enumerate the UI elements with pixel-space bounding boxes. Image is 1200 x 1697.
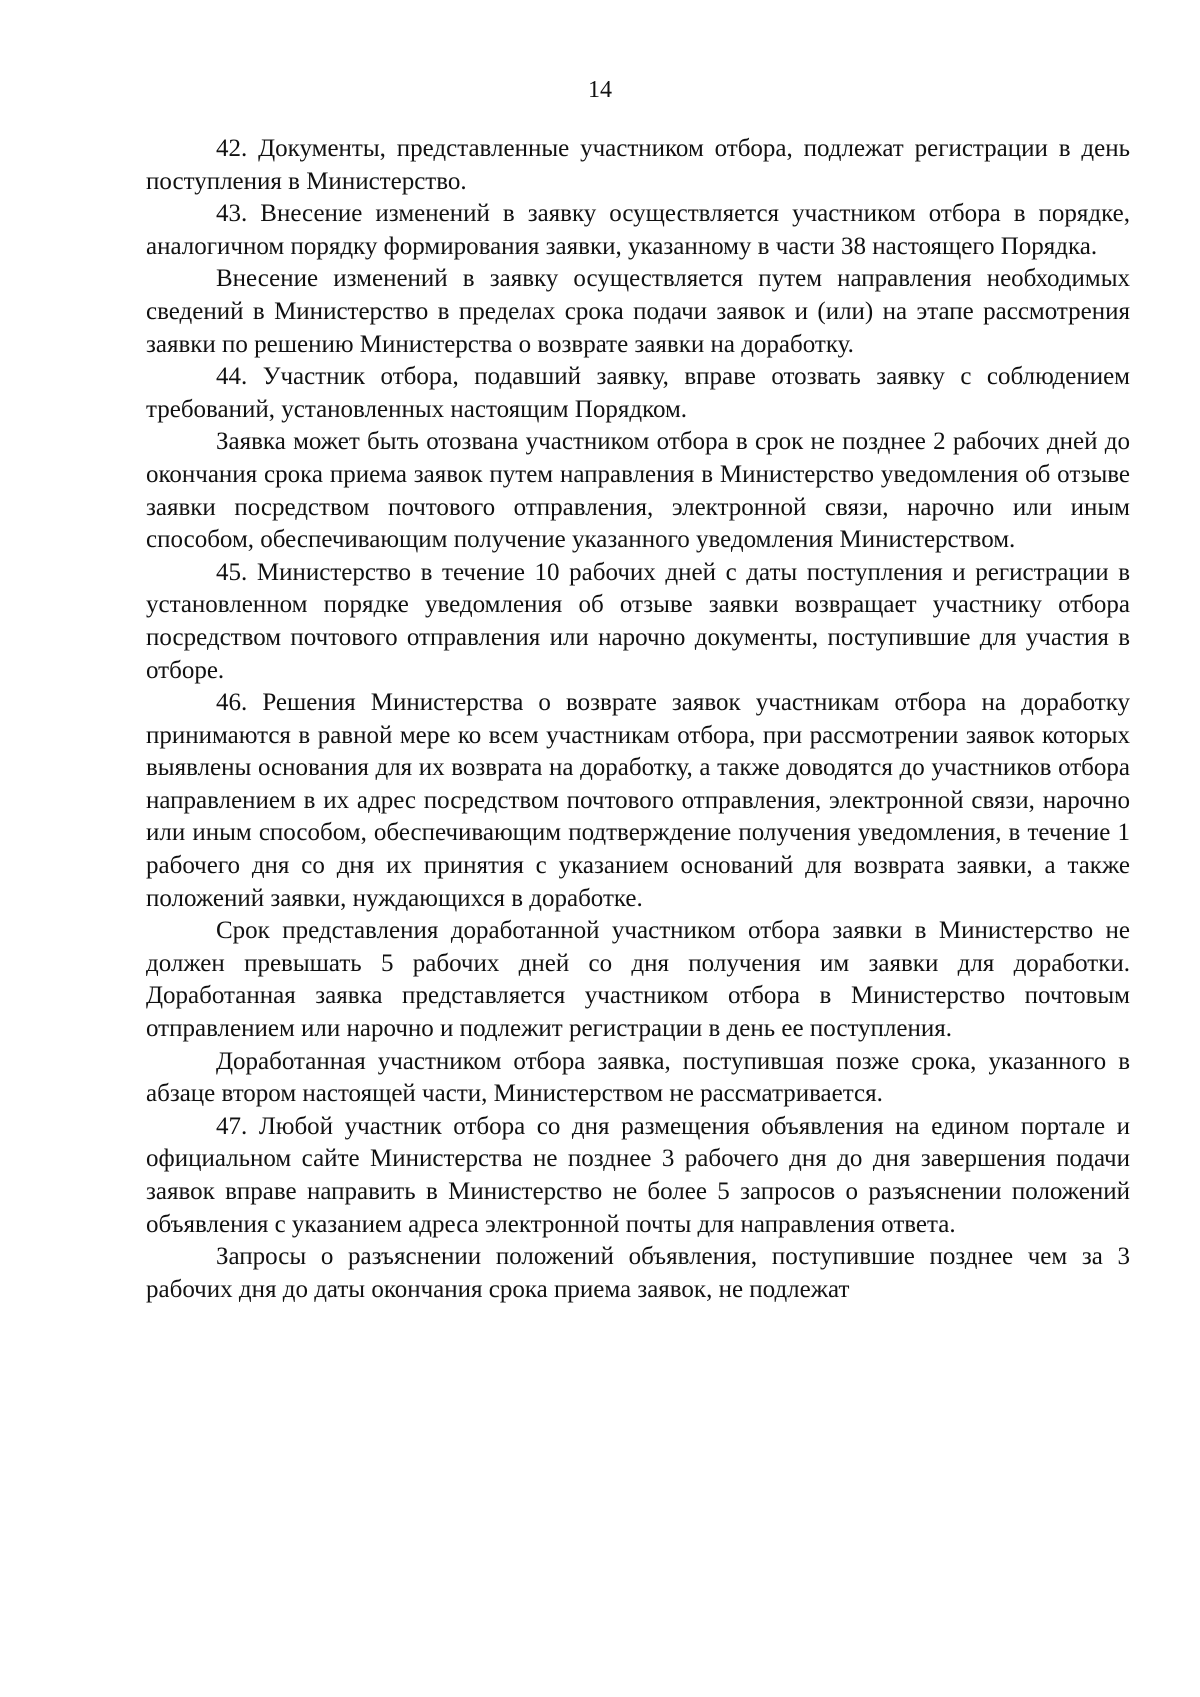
paragraph-46-second: Срок представления доработанной участником отбора заявки в Министерство не должен превышать 5 рабочих дней со дня получения им заявки для доработки. Доработанная заявка представляется участником отбора в Министерство почтовым отправлением или нарочно и подлежит регистрации в день ее поступления.	[146, 917, 1130, 1043]
paragraph-44-second: Заявка может быть отозвана участником отбора в срок не позднее 2 рабочих дней до окончания срока приема заявок путем направления в Министерство уведомления об отзыве заявки посредством почтового отправления, электронной связи, нарочно или иным способом, обеспечивающим получение указанного уведомления Министерством.	[146, 428, 1130, 554]
paragraph-43-second: Внесение изменений в заявку осуществляется путем направления необходимых сведений в Министерство в пределах срока подачи заявок и (или) на этапе рассмотрения заявки по решению Министерства о возврате заявки на доработку.	[146, 265, 1130, 358]
paragraph-44: 44. Участник отбора, подавший заявку, вправе отозвать заявку с соблюдением требований, установленных настоящим Порядком.	[146, 363, 1130, 423]
paragraph-47-second: Запросы о разъяснении положений объявления, поступившие позднее чем за 3 рабочих дня до даты окончания срока приема заявок, не подлежат	[146, 1243, 1130, 1303]
paragraph-46: 46. Решения Министерства о возврате заявок участникам отбора на доработку принимаются в равной мере ко всем участникам отбора, при рассмотрении заявок которых выявлены основания для их возврата на доработку, а также доводятся до участников отбора направлением в их адрес посредством почтового отправления, электронной связи, нарочно или иным способом, обеспечивающим подтверждение получения уведомления, в течение 1 рабочего дня со дня их принятия с указанием оснований для возврата заявки, а также положений заявки, нуждающихся в доработке.	[146, 689, 1130, 912]
paragraph-46-third: Доработанная участником отбора заявка, поступившая позже срока, указанного в абзаце втором настоящей части, Министерством не рассматривается.	[146, 1047, 1130, 1108]
paragraph-42: 42. Документы, представленные участником отбора, подлежат регистрации в день поступления в Министерство.	[146, 135, 1130, 195]
paragraph-47: 47. Любой участник отбора со дня размещения объявления на едином портале и официальном сайте Министерства не позднее 3 рабочего дня до дня завершения подачи заявок вправе направить в Министерство не более 5 запросов о разъяснении положений объявления с указанием адреса электронной почты для направления ответа.	[146, 1112, 1130, 1238]
page-number: 14	[588, 77, 612, 103]
paragraph-43: 43. Внесение изменений в заявку осуществляется участником отбора в порядке, аналогичном порядку формирования заявки, указанному в части 38 настоящего Порядка.	[146, 200, 1130, 260]
document-body	[146, 133, 1130, 1306]
paragraph-45: 45. Министерство в течение 10 рабочих дней с даты поступления и регистрации в установленном порядке уведомления об отзыве заявки возвращает участнику отбора посредством почтового отправления или нарочно документы, поступившие для участия в отборе.	[146, 558, 1130, 684]
